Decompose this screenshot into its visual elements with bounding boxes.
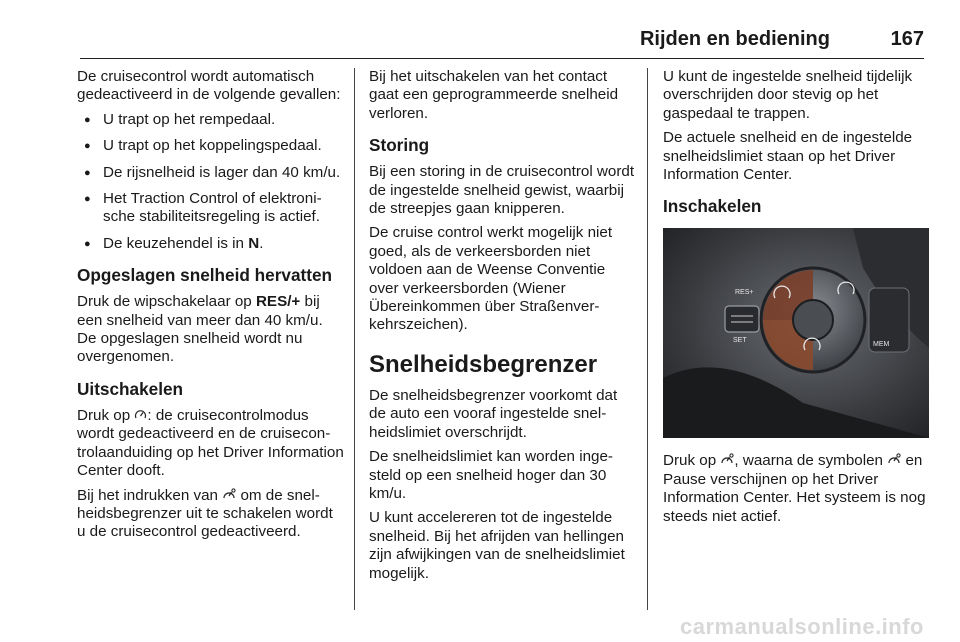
page-title: Rijden en bediening [639,28,830,50]
list-item [77,235,345,253]
paragraph: Bij het uitschakelen van het contact gaat een geprogrammeerde snelheid verloren. [369,68,619,122]
paragraph: U kunt accelereren tot de ingestelde snelheid. Bij het afrijden van hellingen zijn afwijkingen van de snelheidslimiet mogelijk. [369,509,625,582]
bullet-list [77,111,345,253]
paragraph: U kunt de ingestelde snelheid tijdelijk overschrijden door stevig op het gaspedaal te trappen. [663,68,913,122]
text-run: : de cruisecontrolmodus wordt gedeactiveerd en de cruisecontrolaanduiding op het Driver Information Center dooft. [77,406,344,480]
paragraph [663,452,929,526]
text-run: Bij het indrukken van [77,486,223,504]
paragraph: De snelheidslimiet kan worden ingesteld op een snelheid hoger dan 30 km/u. [369,448,613,502]
gear-position: N [248,234,260,252]
paragraph: De snelheidsbegrenzer voorkomt dat de auto een vooraf ingestelde snelheidslimiet overschrijdt. [369,386,618,441]
photo-label-res: RES+ [735,289,754,297]
speed-limiter-icon [720,452,734,470]
speed-limiter-icon [222,487,236,505]
text-run: Druk op [663,452,721,470]
page-header [80,28,924,59]
column-divider [354,68,355,610]
list-item: ● Het Traction Control of elektronische stabiliteitsregeling is actief. [77,190,345,227]
list-item-text: De keuzehendel is in [103,234,249,252]
text-run: Druk op [77,406,135,424]
column-1 [77,68,345,548]
section-heading: Storing [369,135,430,156]
column-3 [663,68,929,532]
text-run: om de snelheidsbegrenzer uit te schakelen wordt u de cruisecontrol gedeactiveerd. [77,486,333,541]
list-item: ● De rijsnelheid is lager dan 40 km/u. [77,164,345,182]
speed-limiter-icon [887,452,901,470]
paragraph: De cruise control werkt mogelijk niet goed, als de verkeersborden niet voldoen aan de Weense Conventie over verkeersborden (Wiener Übereinkommen über Straßenverkehrszeichen). [369,224,613,334]
steering-wheel-controls-photo [663,228,929,438]
text-run: en Pause verschijnen op het Driver Information Center. Het systeem is nog steeds niet actief. [663,452,926,525]
column-2 [369,68,635,589]
text-run: Druk de wipschakelaar op [77,293,256,311]
paragraph: Bij een storing in de cruisecontrol wordt de ingestelde snelheid gewist, waarbij de streepjes gaan knipperen. [369,163,635,218]
paragraph: De cruisecontrol wordt automatisch gedeactiveerd in de volgende gevallen: [77,68,341,104]
text-run: , waarna de symbolen [734,452,888,470]
list-item: ● U trapt op het rempedaal. [77,111,345,129]
paragraph: De actuele snelheid en de ingestelde snelheidslimiet staan op het Driver Information Center. [663,129,913,184]
section-heading: Inschakelen [663,196,762,217]
photo-label-set: SET [733,337,747,345]
button-ref: RES/+ [255,293,301,311]
chapter-heading: Snelheidsbegrenzer [369,350,598,378]
column-divider [647,68,648,610]
text-run: bij een snelheid van meer dan 40 km/u. De opgeslagen snelheid wordt nu overgenomen. [77,293,323,366]
page-number: 167 [890,28,924,50]
photo-label-mem: MEM [873,341,890,349]
section-heading: Uitschakelen [77,378,184,399]
cruise-control-icon [134,407,147,425]
section-heading: Opgeslagen snelheid hervatten [77,265,333,286]
paragraph [77,487,345,542]
list-item-tail: . [259,234,264,252]
paragraph [77,407,345,481]
list-item: ● U trapt op het koppelingspedaal. [77,137,345,155]
watermark: carmanualsonline.info [680,614,924,639]
paragraph [77,293,345,367]
